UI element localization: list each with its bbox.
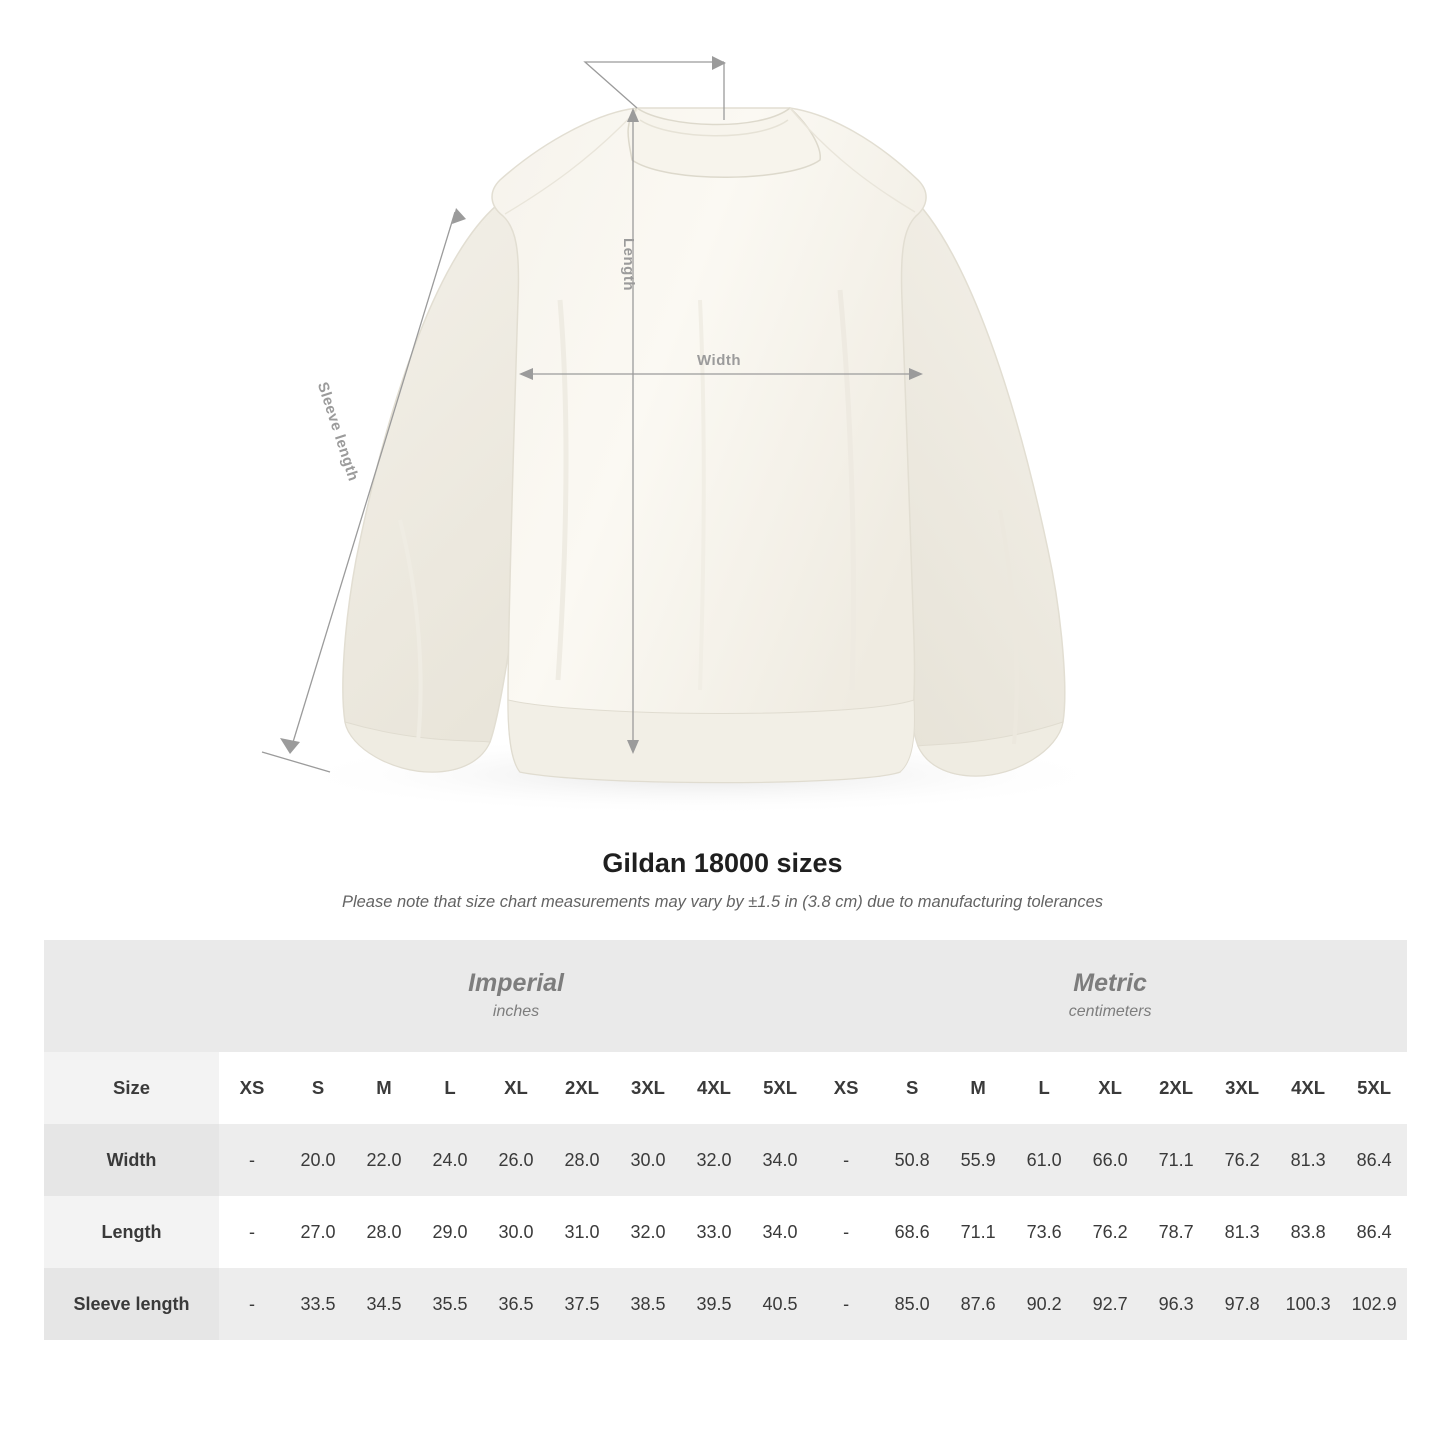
title-block (0, 848, 1445, 912)
cell-metric: 71.1 (945, 1196, 1011, 1268)
page-title: Gildan 18000 sizes (602, 848, 843, 878)
cell-metric: 97.8 (1209, 1268, 1275, 1340)
unit-name: Metric (1073, 968, 1147, 997)
table-row (44, 1268, 1407, 1340)
row-label: Sleeve length (44, 1268, 219, 1340)
cell-imperial: 30.0 (483, 1196, 549, 1268)
cell-metric: 76.2 (1209, 1124, 1275, 1196)
cell-metric: 78.7 (1143, 1196, 1209, 1268)
size-header-imperial-l: L (417, 1052, 483, 1124)
row-label: Length (44, 1196, 219, 1268)
unit-subtitle: inches (492, 1002, 540, 1020)
cell-metric: 81.3 (1275, 1124, 1341, 1196)
width-dimension-label: Width (697, 352, 742, 369)
cell-imperial: 28.0 (351, 1196, 417, 1268)
size-header-metric-xs: XS (813, 1052, 879, 1124)
cell-metric: 90.2 (1011, 1268, 1077, 1340)
cell-metric: 96.3 (1143, 1268, 1209, 1340)
cell-imperial: 29.0 (417, 1196, 483, 1268)
cell-imperial: 27.0 (285, 1196, 351, 1268)
cell-metric: 92.7 (1077, 1268, 1143, 1340)
size-header-metric-l: L (1011, 1052, 1077, 1124)
row-label: Width (44, 1124, 219, 1196)
unit-header-imperial (219, 940, 813, 1052)
cell-imperial: 37.5 (549, 1268, 615, 1340)
size-chart-table (44, 940, 1407, 1340)
cell-metric: 73.6 (1011, 1196, 1077, 1268)
unit-header-metric (813, 940, 1407, 1052)
size-chart-container (0, 940, 1445, 1340)
cell-imperial: - (219, 1124, 285, 1196)
size-header-imperial-xs: XS (219, 1052, 285, 1124)
table-row (44, 1196, 1407, 1268)
cell-metric: 102.9 (1341, 1268, 1407, 1340)
cell-metric: 76.2 (1077, 1196, 1143, 1268)
cell-imperial: 28.0 (549, 1124, 615, 1196)
size-header-metric-xl: XL (1077, 1052, 1143, 1124)
size-column-header: Size (44, 1052, 219, 1124)
size-header-metric-4xl: 4XL (1275, 1052, 1341, 1124)
cell-imperial: 40.5 (747, 1268, 813, 1340)
size-header-metric-5xl: 5XL (1341, 1052, 1407, 1124)
cell-metric: 50.8 (879, 1124, 945, 1196)
size-header-metric-s: S (879, 1052, 945, 1124)
cell-imperial: 33.0 (681, 1196, 747, 1268)
cell-imperial: 39.5 (681, 1268, 747, 1340)
cell-imperial: 34.0 (747, 1196, 813, 1268)
cell-metric: 87.6 (945, 1268, 1011, 1340)
size-header-imperial-m: M (351, 1052, 417, 1124)
cell-imperial: 32.0 (615, 1196, 681, 1268)
size-header-metric-3xl: 3XL (1209, 1052, 1275, 1124)
cell-imperial: - (219, 1196, 285, 1268)
cell-imperial: 36.5 (483, 1268, 549, 1340)
length-dimension-label: Length (620, 238, 637, 291)
cell-metric: 81.3 (1209, 1196, 1275, 1268)
cell-imperial: 38.5 (615, 1268, 681, 1340)
cell-imperial: 20.0 (285, 1124, 351, 1196)
cell-metric: 83.8 (1275, 1196, 1341, 1268)
cell-imperial: 30.0 (615, 1124, 681, 1196)
cell-metric: - (813, 1268, 879, 1340)
cell-imperial: 26.0 (483, 1124, 549, 1196)
cell-imperial: 24.0 (417, 1124, 483, 1196)
cell-imperial: 35.5 (417, 1268, 483, 1340)
cell-metric: 86.4 (1341, 1196, 1407, 1268)
table-row (44, 1124, 1407, 1196)
sleeve-length-dimension-label: Sleeve length (313, 380, 362, 484)
cell-imperial: - (219, 1268, 285, 1340)
size-header-row (44, 1052, 1407, 1124)
unit-name: Imperial (468, 968, 564, 997)
size-header-imperial-xl: XL (483, 1052, 549, 1124)
size-header-imperial-2xl: 2XL (549, 1052, 615, 1124)
cell-imperial: 33.5 (285, 1268, 351, 1340)
size-header-metric-m: M (945, 1052, 1011, 1124)
cell-metric: 71.1 (1143, 1124, 1209, 1196)
cell-imperial: 34.5 (351, 1268, 417, 1340)
cell-metric: 55.9 (945, 1124, 1011, 1196)
cell-metric: 68.6 (879, 1196, 945, 1268)
cell-imperial: 34.0 (747, 1124, 813, 1196)
cell-metric: 100.3 (1275, 1268, 1341, 1340)
size-header-imperial-5xl: 5XL (747, 1052, 813, 1124)
cell-metric: - (813, 1196, 879, 1268)
size-header-imperial-4xl: 4XL (681, 1052, 747, 1124)
unit-subtitle: centimeters (1068, 1002, 1152, 1020)
size-header-metric-2xl: 2XL (1143, 1052, 1209, 1124)
cell-metric: 86.4 (1341, 1124, 1407, 1196)
cell-imperial: 22.0 (351, 1124, 417, 1196)
unit-band-spacer (44, 940, 219, 1052)
cell-metric: 66.0 (1077, 1124, 1143, 1196)
cell-imperial: 31.0 (549, 1196, 615, 1268)
tolerance-note: Please note that size chart measurements may vary by ±1.5 in (3.8 cm) due to manufacturing tolerances (341, 893, 1104, 911)
cell-imperial: 32.0 (681, 1124, 747, 1196)
cell-metric: 85.0 (879, 1268, 945, 1340)
size-header-imperial-3xl: 3XL (615, 1052, 681, 1124)
cell-metric: 61.0 (1011, 1124, 1077, 1196)
size-header-imperial-s: S (285, 1052, 351, 1124)
unit-band-row (44, 940, 1407, 1052)
cell-metric: - (813, 1124, 879, 1196)
